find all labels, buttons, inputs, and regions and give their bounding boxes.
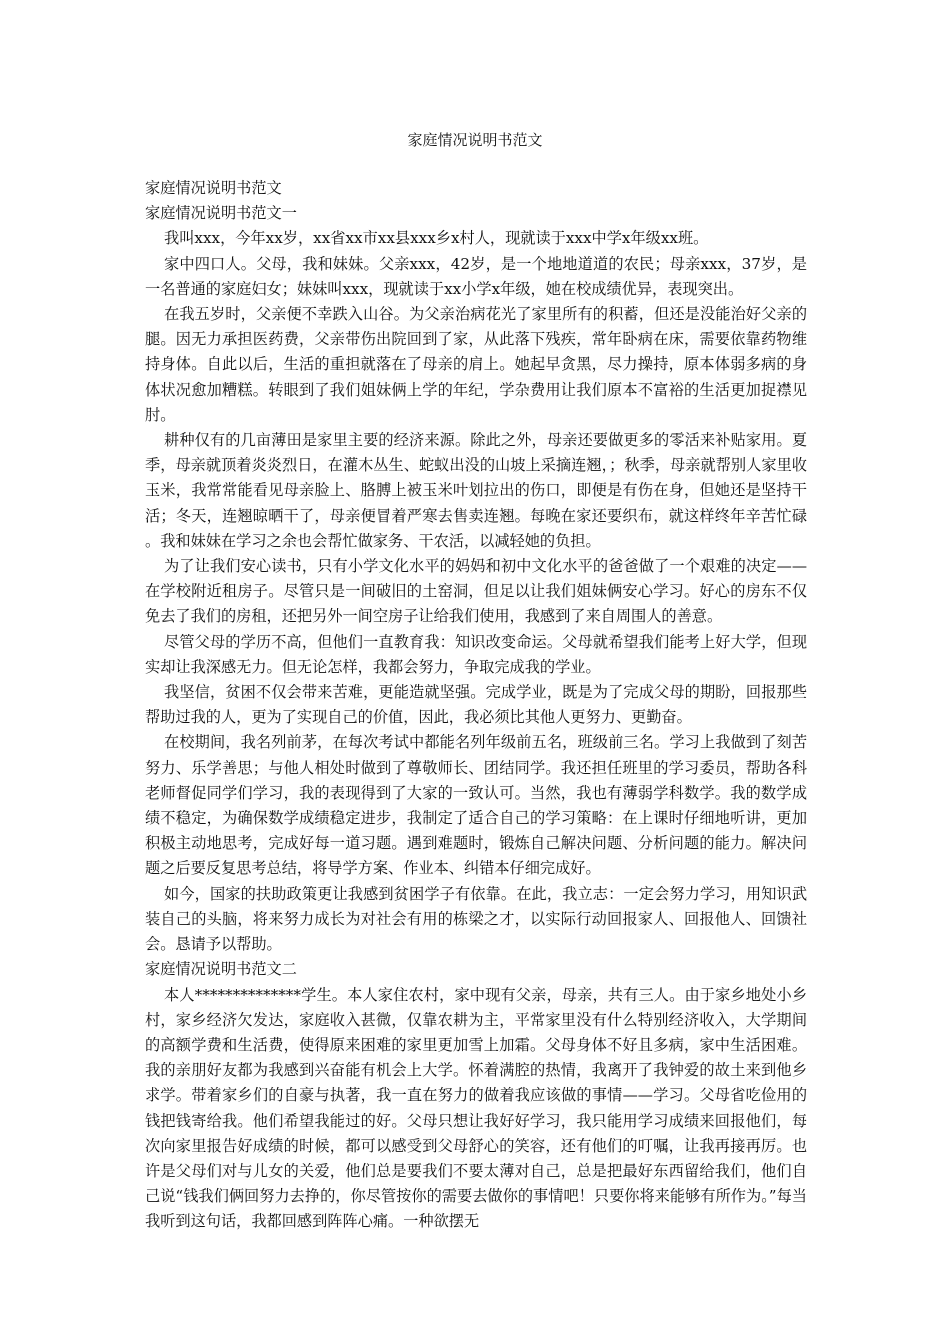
document-body (145, 176, 807, 1235)
paragraph: 如今，国家的扶助政策更让我感到贫困学子有依靠。在此，我立志：一定会努力学习，用知识武装自己的头脑，将来努力成长为对社会有用的栋梁之才，以实际行动回报家人、回报他人、回馈社会。恳请予以帮助。 (145, 884, 807, 954)
document-title: 家庭情况说明书范文 (407, 131, 543, 149)
paragraph: 在校期间，我名列前茅，在每次考试中都能名列年级前五名，班级前三名。学习上我做到了刻苦努力、乐学善思；与他人相处时做到了尊敬师长、团结同学。我还担任班里的学习委员，帮助各科老师督促同学们学习，我的表现得到了大家的一致认可。当然，我也有薄弱学科数学。我的数学成绩不稳定，为确保数学成绩稳定进步，我制定了适合自己的学习策略：在上课时仔细地听讲，更加积极主动地思考，完成好每一道习题。遇到难题时，锻炼自己解决问题、分析问题的能力。解决问题之后要反复思考总结，将导学方案、作业本、纠错本仔细完成好。 (145, 733, 807, 878)
section-heading-sample1: 家庭情况说明书范文一 (145, 204, 297, 223)
paragraph: 尽管父母的学历不高，但他们一直教育我：知识改变命运。父母就希望我们能考上好大学，但现实却让我深感无力。但无论怎样，我都会努力，争取完成我的学业。 (145, 632, 807, 676)
paragraph: 我叫xxx，今年xx岁，xx省xx市xx县xxx乡x村人，现就读于xxx中学x年级xx班。 (164, 229, 709, 248)
paragraph: 为了让我们安心读书，只有小学文化水平的妈妈和初中文化水平的爸爸做了一个艰难的决定——在学校附近租房子。尽管只是一间破旧的土窑洞，但足以让我们姐妹俩安心学习。好心的房东不仅免去了我们的房租，还把另外一间空房子让给我们使用，我感到了来自周围人的善意。 (145, 557, 807, 626)
paragraph: 本人**************学生。本人家住农村，家中现有父亲，母亲，共有三人。由于家乡地处小乡村，家乡经济欠发达，家庭收入甚微，仅靠农耕为主，平常家里没有什么特别经济收入，大学期间的高额学费和生活费，使得原来困难的家里更加雪上加霜。父母身体不好且多病，家中生活困难。我的亲朋好友都为我感到兴奋能有机会上大学。怀着满腔的热情，我离开了我钟爱的故土来到他乡求学。带着家乡们的自豪与执著，我一直在努力的做着我应该做的事情——学习。父母省吃俭用的钱把钱寄给我。他们希望我能过的好。父母只想让我好好学习，我只能用学习成绩来回报他们，每次向家里报告好成绩的时候，都可以感受到父母舒心的笑容，还有他们的叮嘱，让我再接再厉。也许是父母们对与儿女的关爱，他们总是要我们不要太薄对自己，总是把最好东西留给我们，他们自己说“钱我们俩回努力去挣的，你尽管按你的需要去做你的事情吧！只要你将来能够有所作为。”每当我听到这句话，我都回感到阵阵心痛。一种欲摆无 (145, 985, 807, 1231)
section-heading-sample2: 家庭情况说明书范文二 (145, 960, 297, 979)
section-heading-main: 家庭情况说明书范文 (145, 179, 282, 197)
paragraph: 耕种仅有的几亩薄田是家里主要的经济来源。除此之外，母亲还要做更多的零活来补贴家用。夏季，母亲就顶着炎炎烈日，在灌木丛生、蛇蚁出没的山坡上采摘连翘，；秋季，母亲就帮别人家里收玉米，我常常能看见母亲脸上、胳膊上被玉米叶划拉出的伤口，即便是有伤在身，但她还是坚持干活；冬天，连翘晾晒干了，母亲便冒着严寒去售卖连翘。每晚在家还要织布，就这样终年辛苦忙碌。我和妹妹在学习之余也会帮忙做家务、干农活，以减轻她的负担。 (145, 431, 807, 550)
paragraph: 在我五岁时，父亲便不幸跌入山谷。为父亲治病花光了家里所有的积蓄，但还是没能治好父亲的腿。因无力承担医药费，父亲带伤出院回到了家，从此落下残疾，常年卧病在床，需要依靠药物维持身体。自此以后，生活的重担就落在了母亲的肩上。她起早贪黑，尽力操持，原本体弱多病的身体状况愈加糟糕。转眼到了我们姐妹俩上学的年纪，学杂费用让我们原本不富裕的生活更加捉襟见肘。 (145, 305, 807, 424)
paragraph: 家中四口人。父母，我和妹妹。父亲xxx，42岁，是一个地地道道的农民；母亲xxx，37岁，是一名普通的家庭妇女；妹妹叫xxx，现就读于xx小学x年级，她在校成绩优异，表现突出。 (145, 254, 807, 298)
paragraph: 我坚信，贫困不仅会带来苦难，更能造就坚强。完成学业，既是为了完成父母的期盼，回报那些帮助过我的人，更为了实现自己的价值，因此，我必须比其他人更努力、更勤奋。 (145, 683, 807, 727)
